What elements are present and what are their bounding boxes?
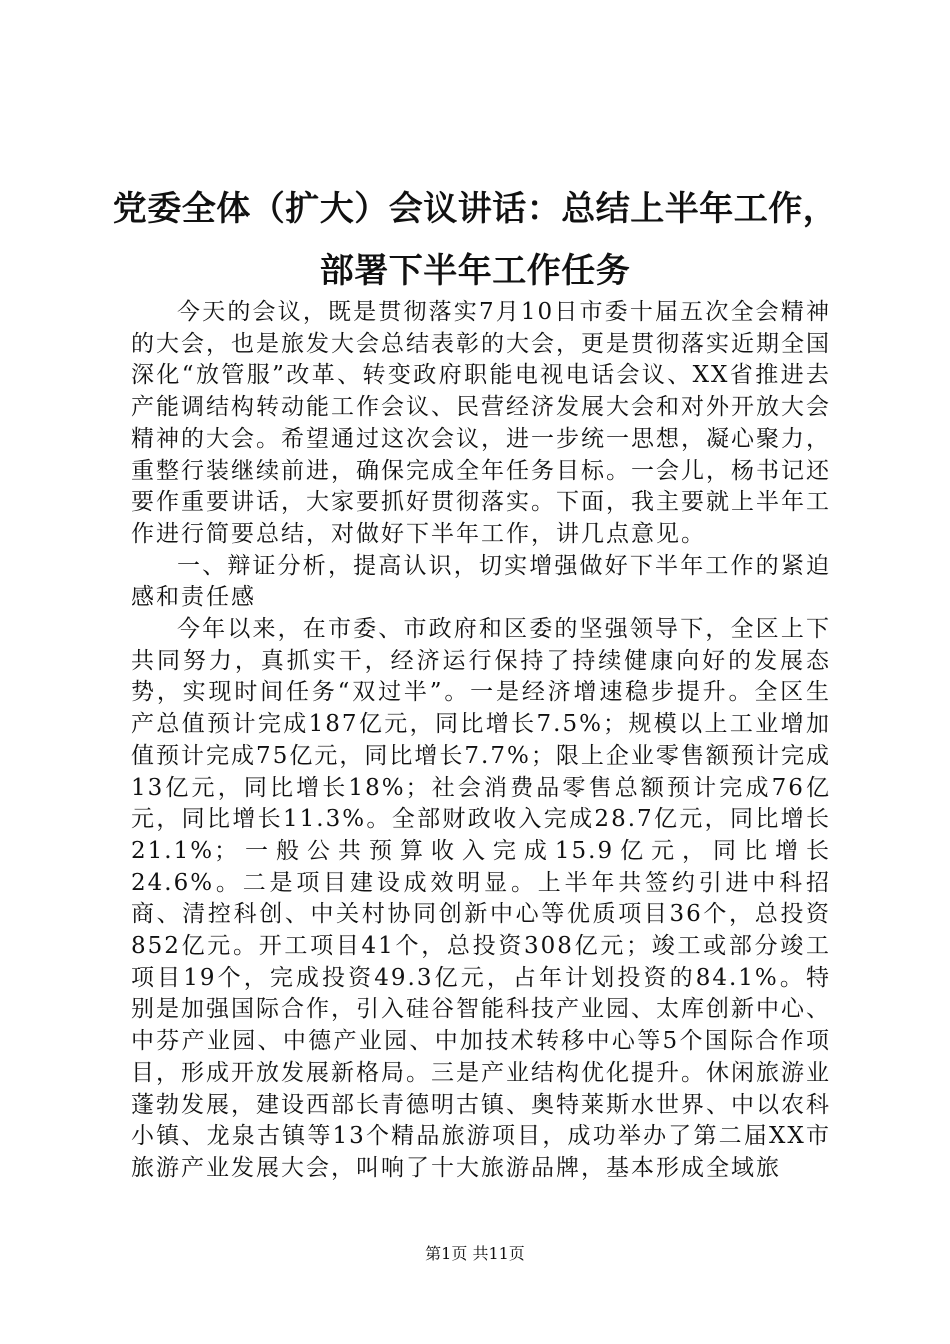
document-title-line-1: 党委全体（扩大）会议讲话：总结上半年工作，: [112, 189, 838, 229]
paragraph-intro: 今天的会议，既是贯彻落实7月10日市委十届五次全会精神的大会，也是旅发大会总结表彰的大会，更是贯彻落实近期全国深化“放管服”改革、转变政府职能电视电话会议、XX省推进去产能调结构转动能工作会议、民营经济发展大会和对外开放大会精神的大会。希望通过这次会议，进一步统一思想，凝心聚力，重整行装继续前进，确保完成全年任务目标。一会儿，杨书记还要作重要讲话，大家要抓好贯彻落实。下面，我主要就上半年工作进行简要总结，对做好下半年工作，讲几点意见。: [131, 299, 831, 547]
section-heading-1: 一、辩证分析，提高认识，切实增强做好下半年工作的紧迫感和责任感: [131, 552, 831, 611]
page-footer: 第1页 共11页: [425, 1244, 525, 1263]
paragraph-achievements: 今年以来，在市委、市政府和区委的坚强领导下，全区上下共同努力，真抓实干，经济运行保持了持续健康向好的发展态势，实现时间任务“双过半”。一是经济增速稳步提升。全区生产总值预计完成187亿元，同比增长7.5%；规模以上工业增加值预计完成75亿元，同比增长7.7%；限上企业零售额预计完成13亿元，同比增长18%；社会消费品零售总额预计完成76亿元，同比增长11.3%。全部财政收入完成28.7亿元，同比增长21.1%；一般公共预算收入完成15.9亿元，同比增长24.6%。二是项目建设成效明显。上半年共签约引进中科招商、清控科创、中关村协同创新中心等优质项目36个，总投资852亿元。开工项目41个，总投资308亿元；竣工或部分竣工项目19个，完成投资49.3亿元，占年计划投资的84.1%。特别是加强国际合作，引入硅谷智能科技产业园、太库创新中心、中芬产业园、中德产业园、中加技术转移中心等5个国际合作项目，形成开放发展新格局。三是产业结构优化提升。休闲旅游业蓬勃发展，建设西部长青德明古镇、奥特莱斯水世界、中以农科小镇、龙泉古镇等13个精品旅游项目，成功举办了第二届XX市旅游产业发展大会，叫响了十大旅游品牌，基本形成全域旅: [131, 616, 831, 1181]
document-body: [131, 297, 831, 1185]
document-title-line-2: 部署下半年工作任务: [319, 251, 631, 291]
